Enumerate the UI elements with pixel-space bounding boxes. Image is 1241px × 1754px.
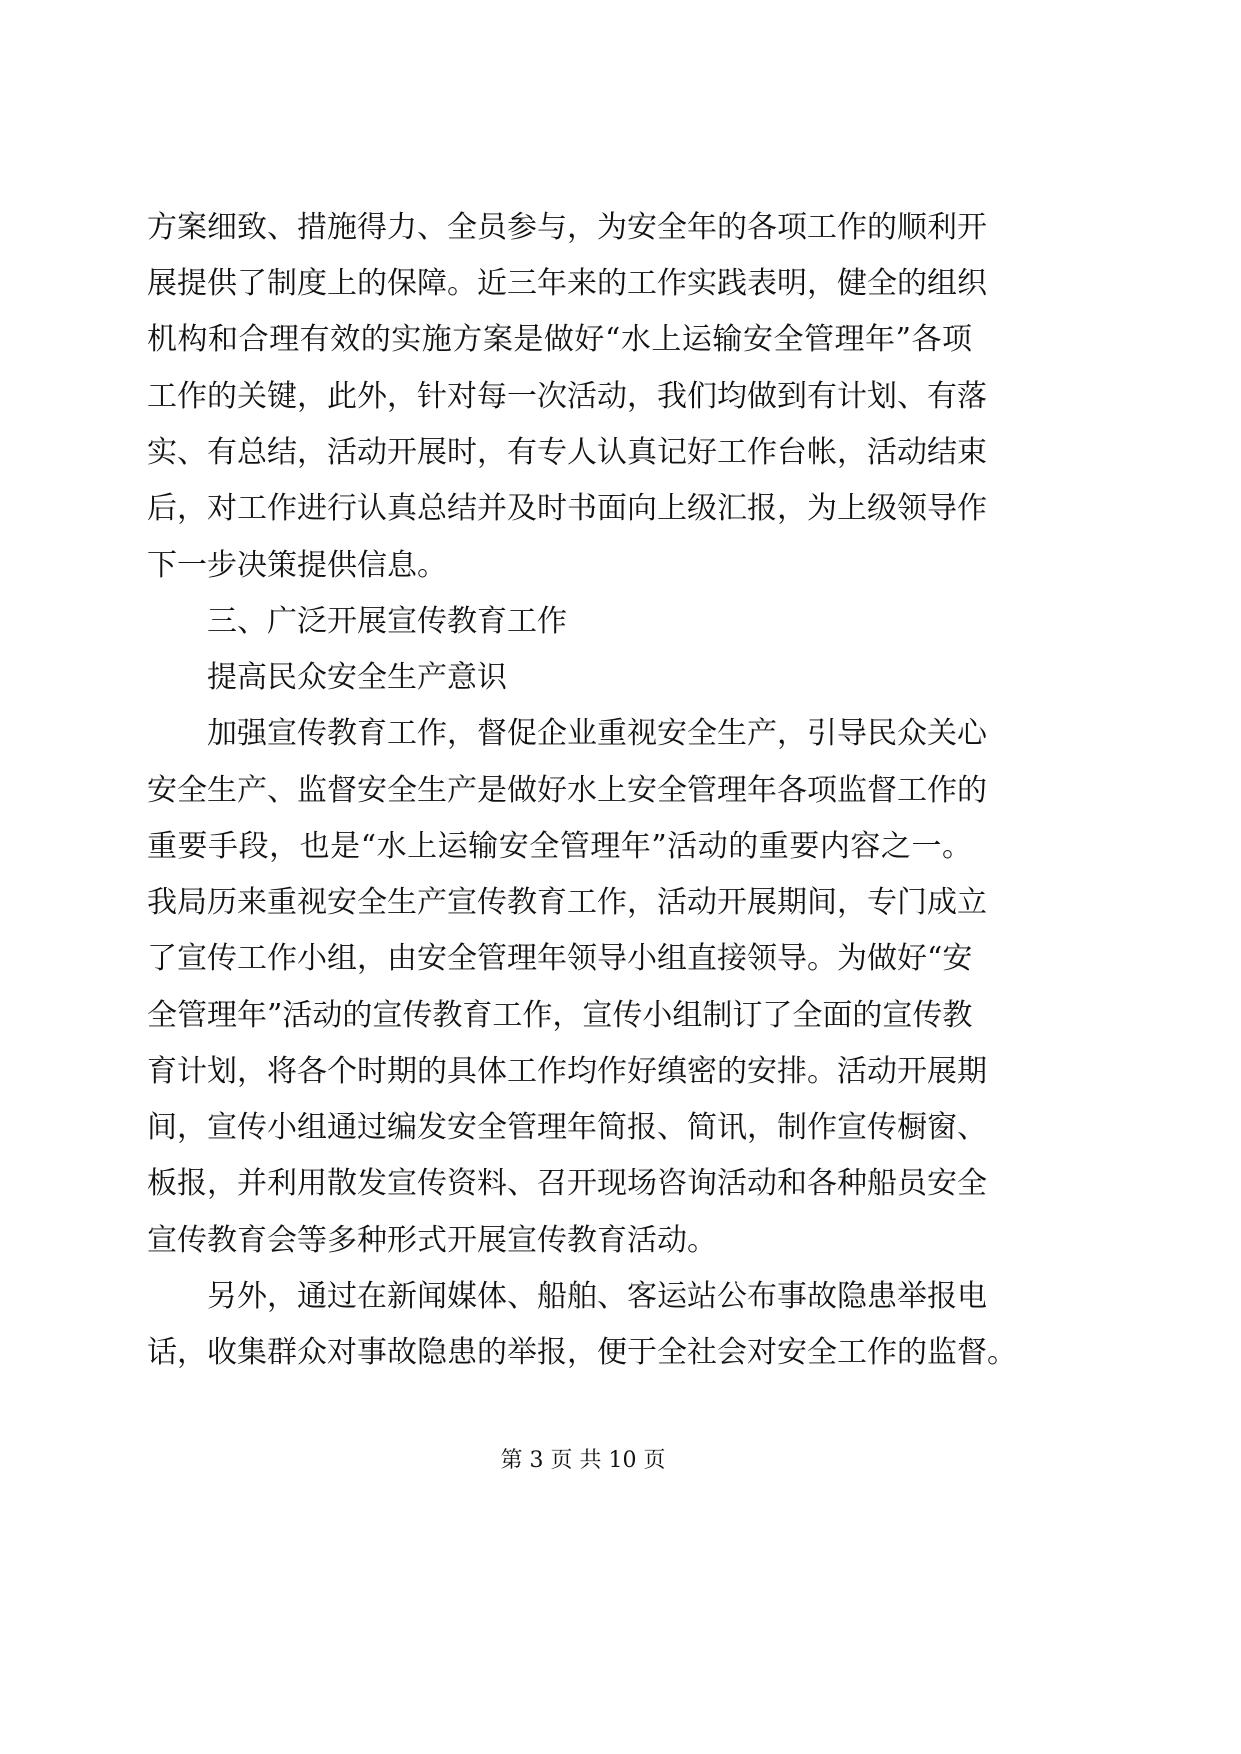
body-text-line: 了宣传工作小组，由安全管理年领导小组直接领导。为做好“安 — [147, 941, 973, 976]
body-text-line: 展提供了制度上的保障。近三年来的工作实践表明，健全的组织 — [147, 266, 987, 301]
body-text-line: 重要手段，也是“水上运输安全管理年”活动的重要内容之一。 — [147, 829, 972, 864]
body-text-line: 下一步决策提供信息。 — [147, 548, 447, 583]
body-text-line: 话，收集群众对事故隐患的举报，便于全社会对安全工作的监督。 — [147, 1335, 1017, 1370]
body-text-line: 安全生产、监督安全生产是做好水上安全管理年各项监督工作的 — [147, 773, 987, 808]
body-text-line: 宣传教育会等多种形式开展宣传教育活动。 — [147, 1223, 717, 1258]
body-text-line: 另外，通过在新闻媒体、船舶、客运站公布事故隐患举报电 — [207, 1279, 987, 1314]
body-text-line: 间，宣传小组通过编发安全管理年简报、简讯，制作宣传橱窗、 — [147, 1110, 987, 1145]
body-text-line: 板报，并利用散发宣传资料、召开现场咨询活动和各种船员安全 — [147, 1166, 987, 1201]
body-text-line: 加强宣传教育工作，督促企业重视安全生产，引导民众关心 — [207, 716, 987, 751]
body-text-line: 机构和合理有效的实施方案是做好“水上运输安全管理年”各项 — [147, 322, 972, 357]
body-text-line: 育计划，将各个时期的具体工作均作好缜密的安排。活动开展期 — [147, 1054, 987, 1089]
body-text-line: 实、有总结，活动开展时，有专人认真记好工作台帐，活动结束 — [147, 435, 987, 470]
body-text-line: 方案细致、措施得力、全员参与，为安全年的各项工作的顺利开 — [147, 210, 987, 245]
body-text-line: 后，对工作进行认真总结并及时书面向上级汇报，为上级领导作 — [147, 491, 987, 526]
page-number-footer: 第 3 页 共 10 页 — [500, 1448, 666, 1473]
body-text-line: 全管理年”活动的宣传教育工作，宣传小组制订了全面的宣传教 — [147, 998, 973, 1033]
body-text-line: 工作的关键，此外，针对每一次活动，我们均做到有计划、有落 — [147, 379, 987, 414]
section-heading: 三、广泛开展宣传教育工作 — [207, 604, 567, 639]
section-subheading: 提高民众安全生产意识 — [207, 660, 507, 695]
body-text-line: 我局历来重视安全生产宣传教育工作，活动开展期间，专门成立 — [147, 885, 987, 920]
